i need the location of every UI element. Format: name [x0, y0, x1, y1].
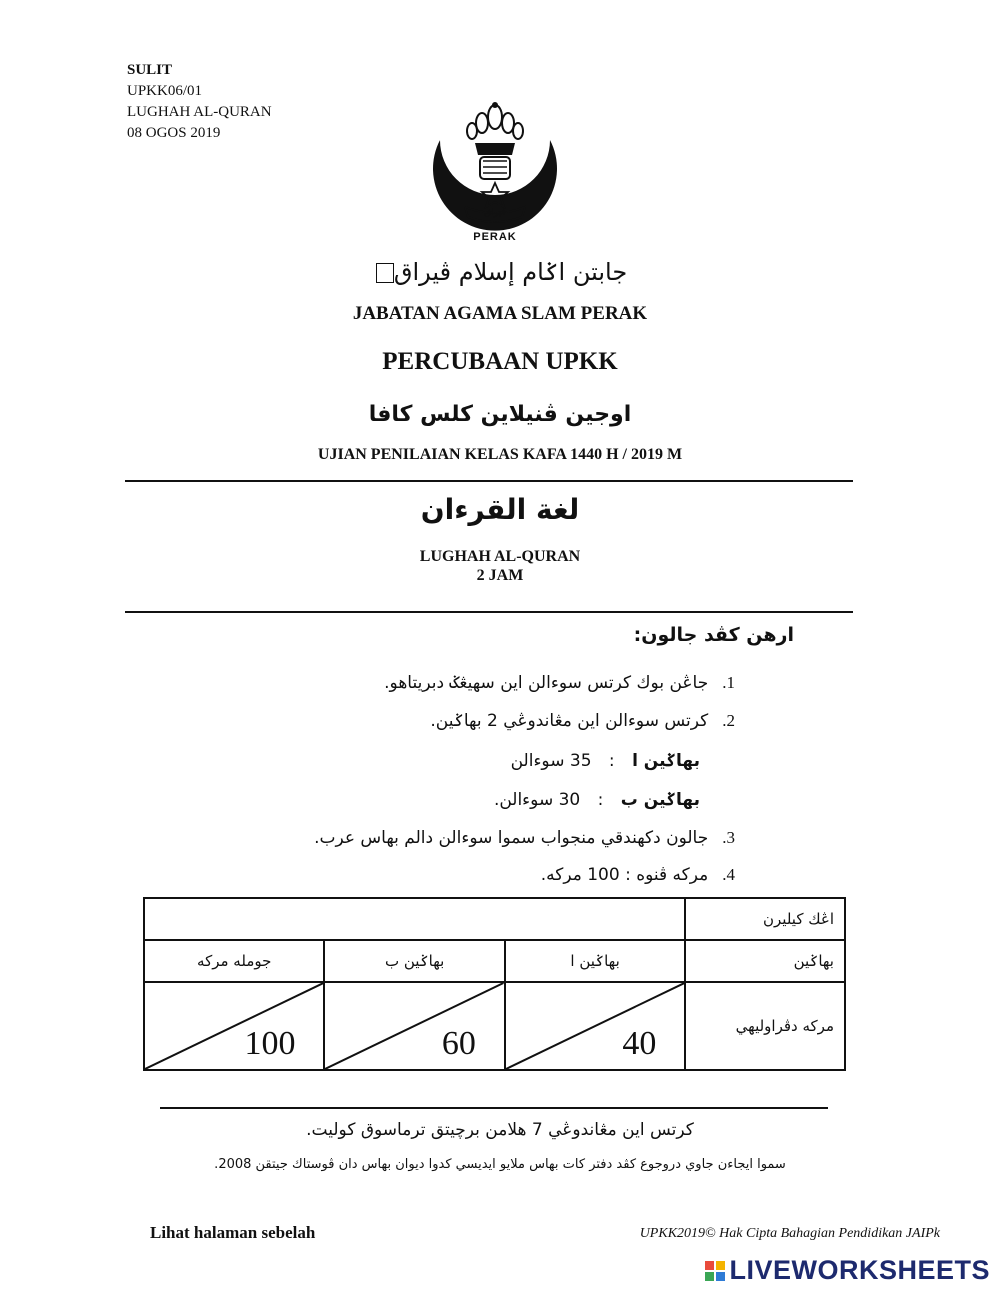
perak-crest-emblem: [420, 95, 570, 245]
part-b-mark-cell: [324, 982, 504, 1070]
subject-name: LUGHAH AL-QURAN: [419, 548, 581, 565]
marks-table: [143, 897, 846, 1071]
subject-jawi: لغة القرءان: [420, 493, 580, 526]
liveworksheets-watermark: [705, 1255, 990, 1286]
exam-title: PERCUBAAN UPKK: [382, 348, 618, 375]
table-row: [144, 982, 845, 1070]
department-name: JABATAN AGAMA SLAM PERAK: [352, 303, 648, 324]
exam-name-jawi: اوجين ڤنيلاين كلس كافا: [368, 402, 632, 427]
instructions-heading: ارهن كڤد جالون:: [633, 624, 794, 646]
page-count-note: كرتس اين مڠاندوڠي 7 هلامن برچيتق ترماسوق كوليت.: [306, 1120, 694, 1140]
divider-top: [125, 480, 853, 482]
header-subject: LUGHAH AL-QURAN: [127, 104, 272, 120]
part-a-mark-cell: [505, 982, 685, 1070]
total-mark-cell: [144, 982, 324, 1070]
instruction-item: 4.مركه ڤنوه : 100 مركه.: [540, 865, 735, 885]
table-row: [144, 898, 845, 940]
part-b-mark-value: 60: [441, 1025, 476, 1062]
header-part-a: بهاݢين ا: [505, 940, 685, 982]
next-page-label: Lihat halaman sebelah: [150, 1223, 316, 1242]
spelling-note: سموا ايجاءن جاوي دروجوع كڤد دفتر كات بهاس ملايو ايديسي كدوا ديوان بهاس دان ڤوستاك جيتقن 2008.: [214, 1157, 786, 1172]
instruction-item: 3.جالون دكهندقي منجواب سموا سوءالن دالم بهاس عرب.: [314, 828, 735, 848]
classification-label: SULIT: [127, 62, 173, 78]
crest-motto: ڤيراق: [484, 208, 506, 218]
header-part-b: بهاݢين ب: [324, 940, 504, 982]
watermark-text: LIVEWORKSHEETS: [729, 1255, 990, 1285]
copyright-notice: UPKK2019© Hak Cipta Bahagian Pendidikan JAIPk: [639, 1226, 940, 1241]
instruction-part-b: بهاݢين ب : 30 سوءالن.: [493, 790, 700, 810]
divider-bottom: [125, 611, 853, 613]
notes-divider: [160, 1107, 828, 1109]
table-row: [144, 940, 845, 982]
total-mark-value: 100: [244, 1025, 296, 1062]
exam-duration: 2 JAM: [476, 567, 524, 584]
examiner-label: اڠك كيليرن: [685, 898, 845, 940]
marks-obtained-label: مركه دڤراوليهي: [685, 982, 845, 1070]
liveworksheets-logo-icon: [705, 1261, 725, 1281]
examiner-blank-cell: [144, 898, 685, 940]
crest-state-label: PERAK: [473, 231, 517, 243]
instruction-part-a: بهاݢين ا : 35 سوءالن: [510, 751, 700, 771]
department-jawi: جابتن اݢام إسلام ڤيراق: [0, 258, 1000, 286]
paper-code: UPKK06/01: [127, 83, 203, 99]
header-total: جوملە مركه: [144, 940, 324, 982]
instruction-item: 2.كرتس سوءالن اين مڠاندوڠي 2 بهاݢين.: [430, 711, 735, 731]
placeholder-box-icon: [376, 263, 394, 283]
exam-name: UJIAN PENILAIAN KELAS KAFA 1440 H / 2019 M: [317, 446, 683, 463]
header-part: بهاݢين: [685, 940, 845, 982]
instruction-item: 1.جاڠن بوك كرتس سوءالن اين سهيڠݢ دبريتاهو.: [384, 673, 735, 693]
exam-date: 08 OGOS 2019: [127, 125, 221, 141]
part-a-mark-value: 40: [622, 1025, 657, 1062]
